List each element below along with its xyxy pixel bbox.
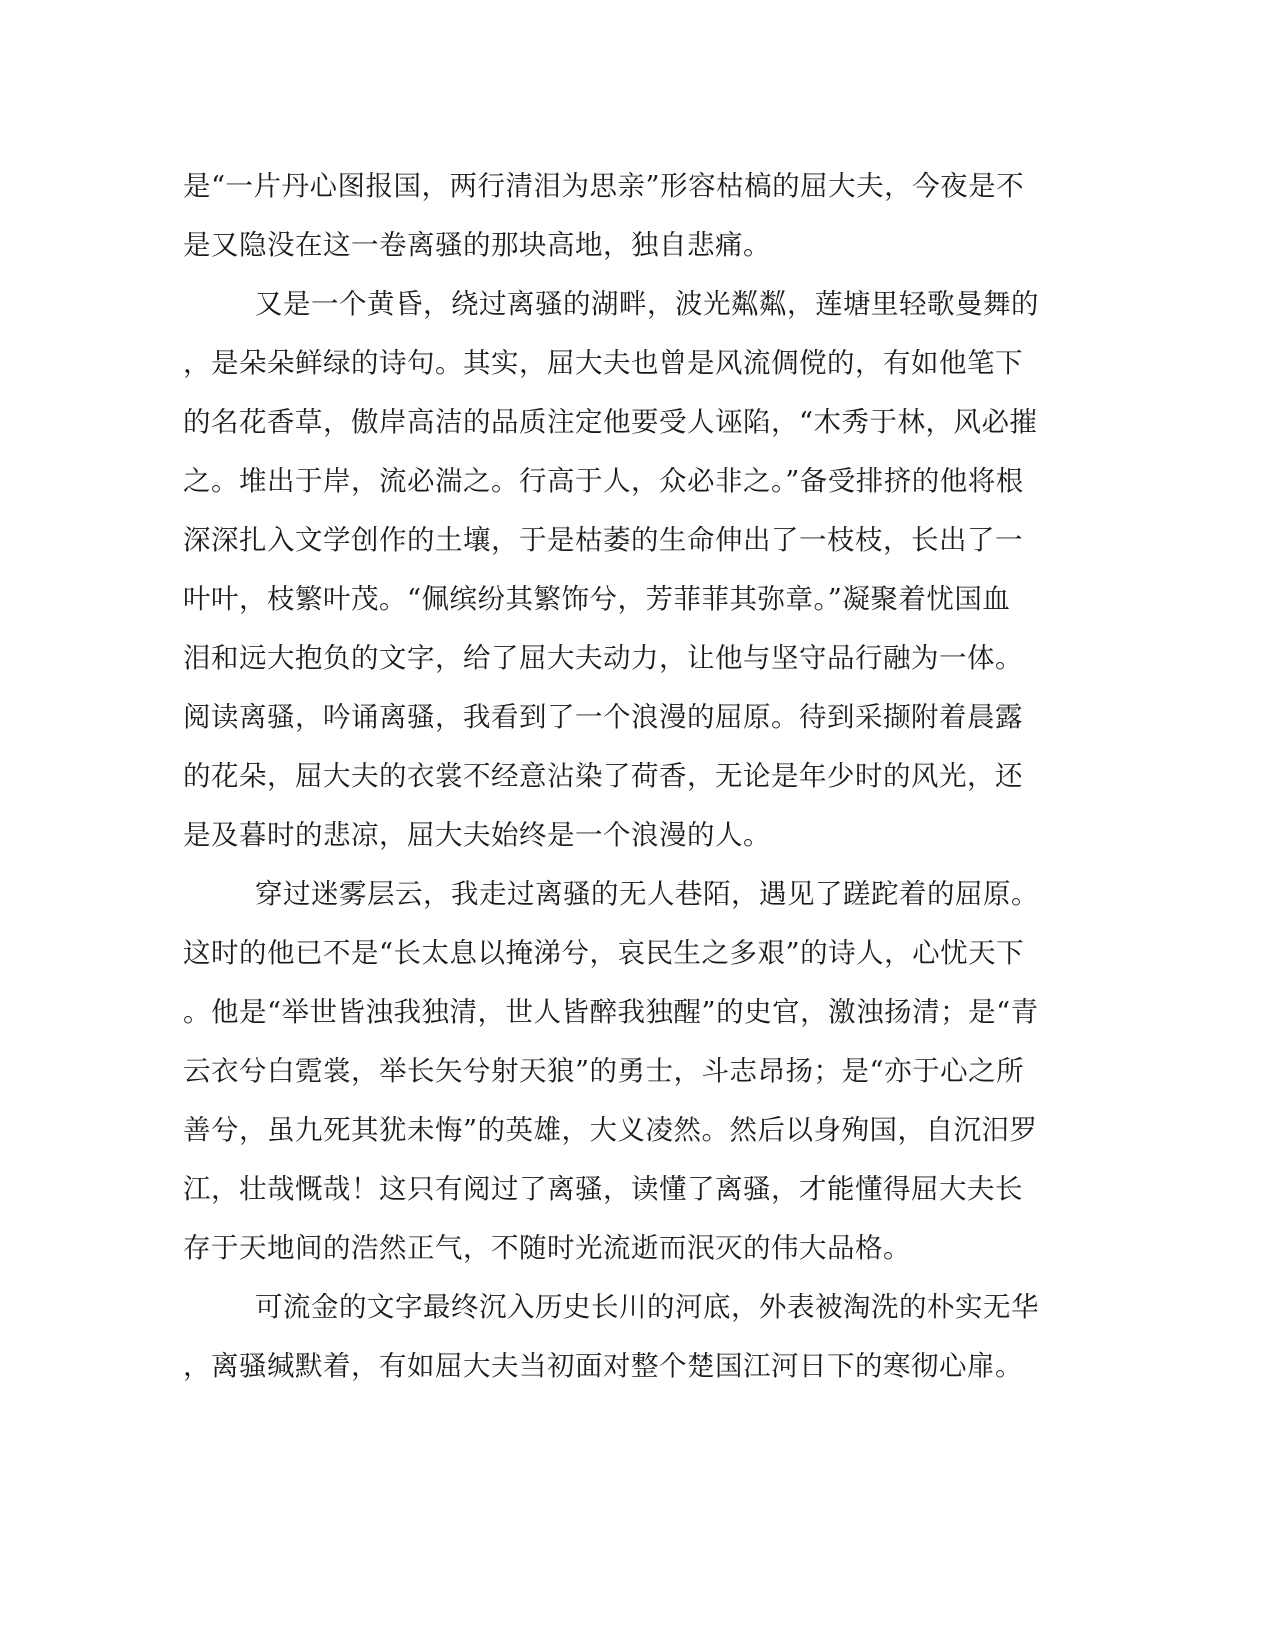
essay-body bbox=[183, 157, 1043, 1396]
text-line: 这时的他已不是“长太息以掩涕兮，哀民生之多艰”的诗人，心忧天下 bbox=[183, 937, 1025, 969]
text-line: ，是朵朵鲜绿的诗句。其实，屈大夫也曾是风流倜傥的，有如他笔下 bbox=[183, 347, 1023, 379]
text-line: 善兮，虽九死其犹未悔”的英雄，大义凌然。然后以身殉国，自沉汨罗 bbox=[183, 1114, 1038, 1146]
paragraph-4 bbox=[183, 1278, 1043, 1396]
text-line: 深深扎入文学创作的土壤，于是枯萎的生命伸出了一枝枝，长出了一 bbox=[183, 524, 1023, 556]
text-line: 存于天地间的浩然正气，不随时光流逝而泯灭的伟大品格。 bbox=[183, 1232, 911, 1264]
text-line: 阅读离骚，吟诵离骚，我看到了一个浪漫的屈原。待到采撷附着晨露 bbox=[183, 701, 1023, 733]
paragraph-2 bbox=[183, 275, 1043, 865]
text-line: ，离骚缄默着，有如屈大夫当初面对整个楚国江河日下的寒彻心扉。 bbox=[183, 1350, 1023, 1382]
paragraph-3 bbox=[183, 865, 1043, 1278]
text-line: 叶叶，枝繁叶茂。“佩缤纷其繁饰兮，芳菲菲其弥章。”凝聚着忧国血 bbox=[183, 583, 1011, 615]
text-line: 又是一个黄昏，绕过离骚的湖畔，波光粼粼，莲塘里轻歌曼舞的 bbox=[255, 288, 1039, 320]
text-line: 泪和远大抱负的文字，给了屈大夫动力，让他与坚守品行融为一体。 bbox=[183, 642, 1023, 674]
text-line: 的花朵，屈大夫的衣裳不经意沾染了荷香，无论是年少时的风光，还 bbox=[183, 760, 1023, 792]
text-line: 之。堆出于岸，流必湍之。行高于人，众必非之。”备受排挤的他将根 bbox=[183, 465, 1024, 497]
text-line: 。他是“举世皆浊我独清，世人皆醉我独醒”的史官，激浊扬清；是“青 bbox=[183, 996, 1039, 1028]
text-line: 是及暮时的悲凉，屈大夫始终是一个浪漫的人。 bbox=[183, 819, 771, 851]
text-line: 是“一片丹心图报国，两行清泪为思亲”形容枯槁的屈大夫，今夜是不 bbox=[183, 170, 1025, 202]
text-line: 穿过迷雾层云，我走过离骚的无人巷陌，遇见了蹉跎着的屈原。 bbox=[255, 878, 1039, 910]
text-line: 是又隐没在这一卷离骚的那块高地，独自悲痛。 bbox=[183, 229, 771, 261]
paragraph-1 bbox=[183, 157, 1043, 275]
text-line: 云衣兮白霓裳，举长矢兮射天狼”的勇士，斗志昂扬；是“亦于心之所 bbox=[183, 1055, 1025, 1087]
text-line: 的名花香草，傲岸高洁的品质注定他要受人诬陷，“木秀于林，风必摧 bbox=[183, 406, 1038, 438]
text-line: 可流金的文字最终沉入历史长川的河底，外表被淘洗的朴实无华 bbox=[255, 1291, 1039, 1323]
text-line: 江，壮哉慨哉！这只有阅过了离骚，读懂了离骚，才能懂得屈大夫长 bbox=[183, 1173, 1023, 1205]
